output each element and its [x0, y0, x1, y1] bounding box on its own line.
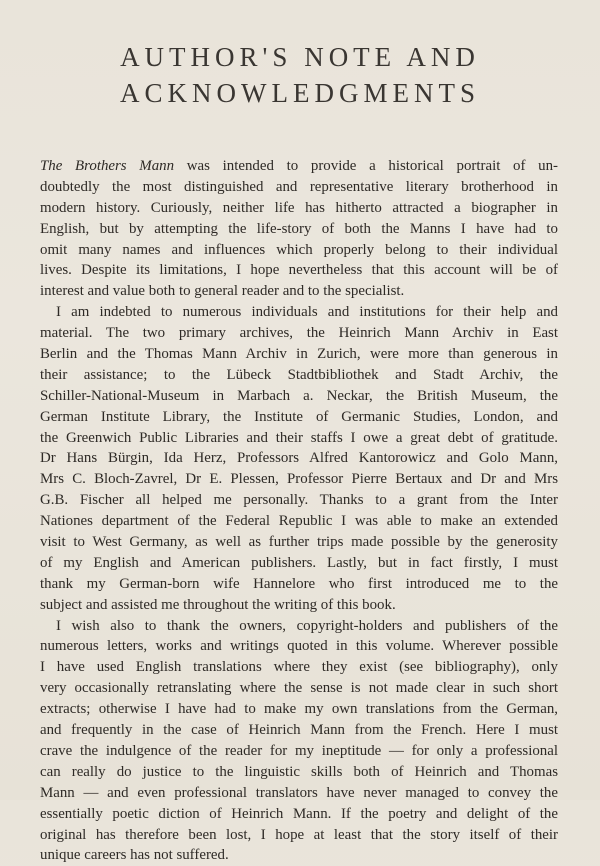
- text-line: [40, 240, 558, 261]
- text-line: [40, 699, 558, 720]
- line-text: modern history. Curiously, neither life has hitherto attracted a biographer in: [40, 199, 558, 216]
- line-text: Nationes department of the Federal Republic I was able to make an extended: [40, 513, 558, 530]
- line-text: was intended to provide a historical portrait of un-: [174, 158, 559, 174]
- text-line: [40, 260, 558, 281]
- text-line: [40, 845, 558, 866]
- line-text: English, but by attempting the life-story of both the Manns I have had to: [40, 220, 558, 237]
- text-line: [40, 657, 558, 678]
- line-text: Schiller-National-Museum in Marbach a. Neckar, the British Museum, the: [40, 387, 558, 404]
- text-line: [40, 511, 558, 532]
- paragraph: [40, 616, 558, 866]
- line-text: can really do justice to the linguistic skills both of Heinrich and Thomas: [40, 763, 558, 780]
- text-line: [40, 198, 558, 219]
- line-text: numerous letters, works and writings quoted in this volume. Wherever possible: [40, 638, 558, 655]
- text-line: [40, 428, 558, 449]
- text-line: [40, 407, 558, 428]
- text-line: [40, 344, 558, 365]
- paragraph: [40, 302, 558, 615]
- line-text: visit to West Germany, as well as further trips made possible by the generosity: [40, 534, 558, 551]
- text-line: [40, 177, 558, 198]
- text-line: [40, 448, 558, 469]
- line-text: Berlin and the Thomas Mann Archiv in Zurich, were more than generous in: [40, 346, 558, 363]
- line-text: very occasionally retranslating where the sense is not made clear in such short: [40, 680, 558, 697]
- text-line: [40, 323, 558, 344]
- text-line: [40, 532, 558, 553]
- text-line: [40, 804, 558, 825]
- line-text: subject and assisted me throughout the writing of this book.: [40, 596, 396, 613]
- text-line: [40, 762, 558, 783]
- text-line: [40, 386, 558, 407]
- text-line: [40, 365, 558, 386]
- line-text: material. The two primary archives, the Heinrich Mann Archiv in East: [40, 325, 558, 342]
- text-line: [40, 156, 558, 177]
- line-text: original has therefore been lost, I hope at least that the story itself of their: [40, 826, 558, 843]
- text-line: [40, 469, 558, 490]
- line-text: omit many names and influences which properly belong to their individual: [40, 241, 558, 258]
- paragraph: [40, 156, 558, 302]
- line-text: Mrs C. Bloch-Zavrel, Dr E. Plessen, Professor Pierre Bertaux and Dr and Mrs: [40, 471, 558, 488]
- book-title-italic: The Brothers Mann: [40, 158, 175, 174]
- line-text: unique careers has not suffered.: [40, 847, 229, 864]
- line-text: the Greenwich Public Libraries and their staffs I owe a great debt of gratitude.: [40, 429, 558, 446]
- line-text: interest and value both to general reader and to the specialist.: [40, 283, 405, 300]
- body-text: [40, 156, 558, 866]
- text-line: [40, 678, 558, 699]
- text-line: [40, 720, 558, 741]
- text-line: [40, 281, 558, 302]
- line-text: extracts; otherwise I have had to make my own translations from the German,: [40, 701, 558, 718]
- text-line: [40, 741, 558, 762]
- line-text: thank my German-born wife Hannelore who first introduced me to the: [40, 575, 558, 592]
- line-text: German Institute Library, the Institute of Germanic Studies, London, and: [40, 408, 558, 425]
- line-text: lives. Despite its limitations, I hope nevertheless that this account will be of: [40, 262, 558, 279]
- line-text: essentially poetic diction of Heinrich Mann. If the poetry and delight of the: [40, 805, 558, 822]
- text-line: [40, 636, 558, 657]
- line-text: crave the indulgence of the reader for my ineptitude — for only a professional: [40, 742, 558, 759]
- text-line: [40, 616, 558, 637]
- text-line: [40, 302, 558, 323]
- line-text: I have used English translations where they exist (see bibliography), only: [40, 659, 558, 676]
- text-line: [40, 553, 558, 574]
- line-text: their assistance; to the Lübeck Stadtbibliothek and Stadt Archiv, the: [40, 366, 558, 383]
- text-line: [40, 219, 558, 240]
- line-text: doubtedly the most distinguished and representative literary brotherhood in: [40, 178, 558, 195]
- text-line: [40, 783, 558, 804]
- line-text: I wish also to thank the owners, copyright-holders and publishers of the: [56, 617, 558, 634]
- line-text: and frequently in the case of Heinrich Mann from the French. Here I must: [40, 722, 558, 739]
- line-text: of my English and American publishers. Lastly, but in fact firstly, I must: [40, 554, 558, 571]
- text-line: [40, 595, 558, 616]
- text-line: [40, 574, 558, 595]
- line-text: Mann — and even professional translators have never managed to convey the: [40, 784, 558, 801]
- text-line: [40, 825, 558, 846]
- heading-line-1: AUTHOR'S NOTE AND: [120, 42, 480, 72]
- text-line: [40, 490, 558, 511]
- line-text: G.B. Fischer all helped me personally. Thanks to a grant from the Inter: [40, 492, 558, 509]
- heading-line-2: ACKNOWLEDGMENTS: [120, 78, 480, 108]
- line-text: Dr Hans Bürgin, Ida Herz, Professors Alfred Kantorowicz and Golo Mann,: [40, 450, 558, 467]
- line-text: I am indebted to numerous individuals and institutions for their help and: [56, 304, 558, 321]
